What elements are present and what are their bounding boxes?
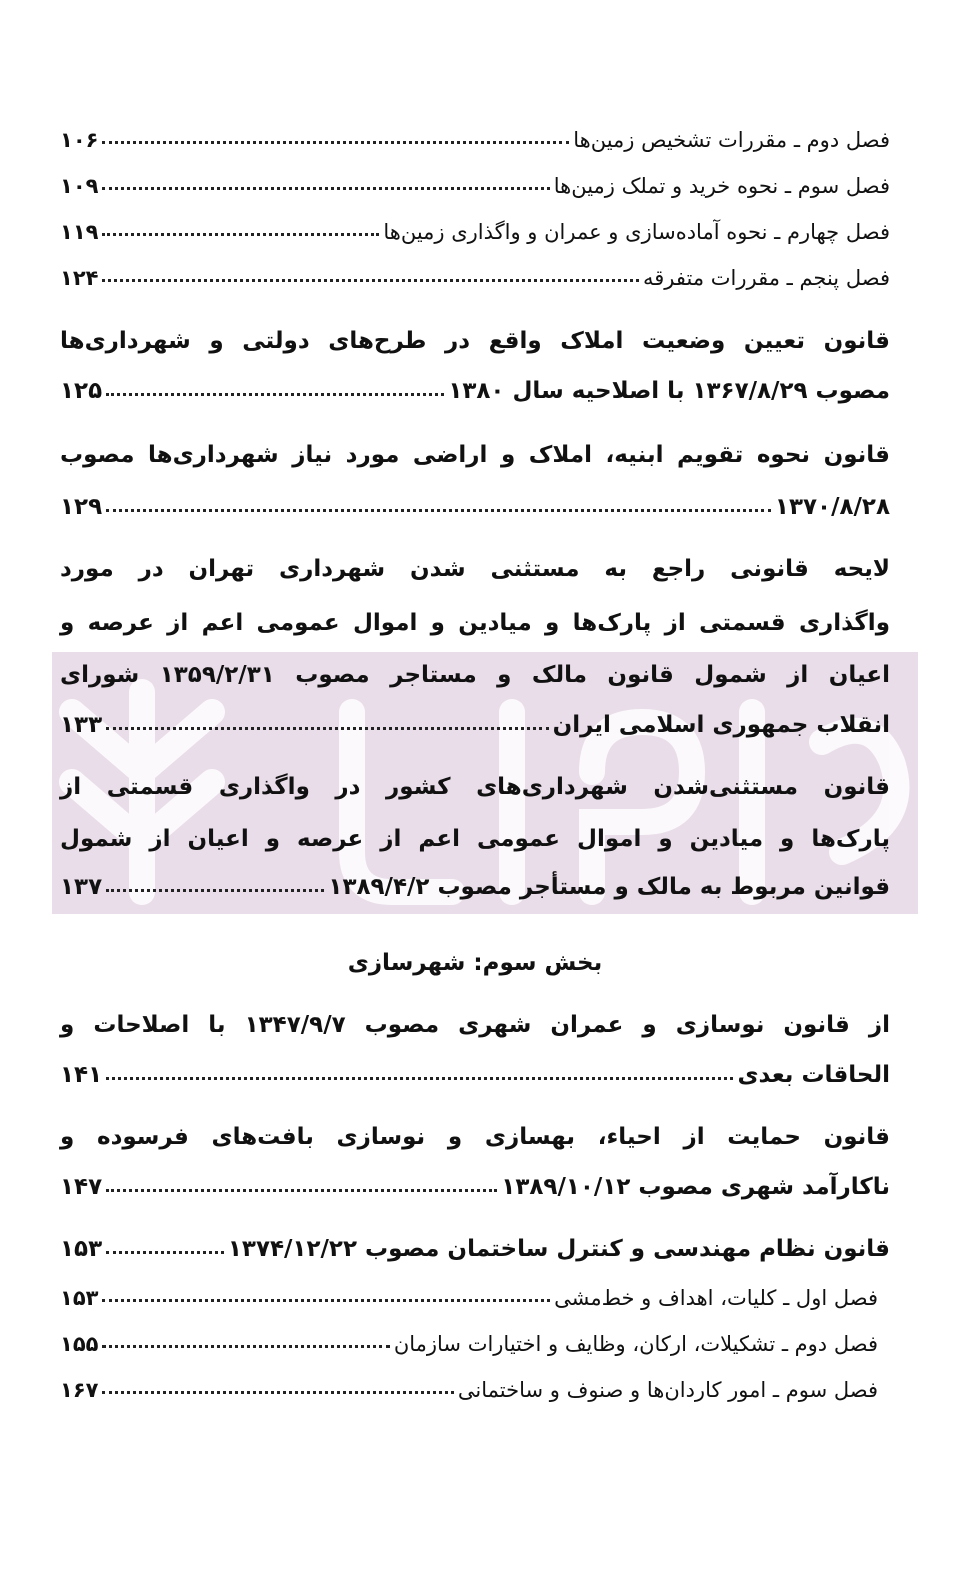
leader-dots xyxy=(102,1345,389,1348)
leader-dots xyxy=(106,509,771,512)
leader-dots xyxy=(106,727,548,730)
toc-entry[interactable] xyxy=(60,1378,878,1402)
leader-dots xyxy=(102,1299,550,1302)
toc-entry-page: ۱۱۹ xyxy=(60,220,99,244)
law-title-line: پارک‌ها و میادین و اموال عمومی اعم از عرصه و اعیان از شمول xyxy=(60,826,890,852)
toc-entry-page: ۱۴۱ xyxy=(60,1062,103,1088)
toc-entry-page: ۱۲۹ xyxy=(60,494,103,520)
law-title-line: قانون تعیین وضعیت املاک واقع در طرح‌های دولتی و شهرداری‌ها xyxy=(60,328,890,354)
toc-entry[interactable] xyxy=(60,494,890,520)
toc-entry[interactable] xyxy=(60,712,890,738)
leader-dots xyxy=(102,1391,453,1394)
toc-entry-page: ۱۴۷ xyxy=(60,1174,103,1200)
toc-entry[interactable] xyxy=(60,1236,890,1262)
toc-entry[interactable] xyxy=(60,174,890,198)
toc-entry-title: ۱۳۷۰/۸/۲۸ xyxy=(774,494,890,520)
leader-dots xyxy=(106,393,444,396)
toc-entry[interactable] xyxy=(60,1174,890,1200)
toc-entry-page: ۱۲۴ xyxy=(60,266,99,290)
toc-entry-page: ۱۵۳ xyxy=(60,1286,99,1310)
toc-entry-title: قوانین مربوط به مالک و مستأجر مصوب ۱۳۸۹/۴/۲ xyxy=(328,874,890,900)
leader-dots xyxy=(102,279,639,282)
toc-entry-page: ۱۵۳ xyxy=(60,1236,103,1262)
toc-entry-page: ۱۰۶ xyxy=(60,128,99,152)
toc-entry-page: ۱۵۵ xyxy=(60,1332,99,1356)
law-title-line: واگذاری قسمتی از پارک‌ها و میادین و اموال عمومی اعم از عرصه و xyxy=(60,610,890,636)
toc-entry[interactable] xyxy=(60,378,890,404)
toc-entry-title: مصوب ۱۳۶۷/۸/۲۹ با اصلاحیه سال ۱۳۸۰ xyxy=(448,378,890,404)
toc-entry-title: فصل دوم ـ تشکیلات، ارکان، وظایف و اختیارات سازمان xyxy=(393,1332,878,1356)
section-heading: بخش سوم: شهرسازی xyxy=(347,950,603,976)
leader-dots xyxy=(106,1189,497,1192)
law-title-line: اعیان از شمول قانون مالک و مستاجر مصوب ۱۳۵۹/۲/۳۱ شورای xyxy=(60,662,890,688)
toc-entry[interactable] xyxy=(60,1286,878,1310)
law-title-line: قانون مستثنی‌شدن شهرداری‌های کشور در واگذاری قسمتی از xyxy=(60,774,890,800)
law-title-line: قانون حمایت از احیاء، بهسازی و نوسازی بافت‌های فرسوده و xyxy=(60,1124,890,1150)
toc-entry[interactable] xyxy=(60,266,890,290)
toc-entry-page: ۱۲۵ xyxy=(60,378,103,404)
toc-entry-page: ۱۳۷ xyxy=(60,874,103,900)
law-title-line: از قانون نوسازی و عمران شهری مصوب ۱۳۴۷/۹/۷ با اصلاحات و xyxy=(60,1012,890,1038)
toc-entry[interactable] xyxy=(60,1332,878,1356)
toc-entry-title: الحاقات بعدی xyxy=(737,1062,890,1088)
toc-entry-title: فصل اول ـ کلیات، اهداف و خط‌مشی xyxy=(554,1286,878,1310)
leader-dots xyxy=(102,187,549,190)
toc-entry[interactable] xyxy=(60,220,890,244)
toc-entry-title: فصل پنجم ـ مقررات متفرقه xyxy=(642,266,890,290)
toc-entry-title: فصل سوم ـ نحوه خرید و تملک زمین‌ها xyxy=(553,174,890,198)
toc-entry[interactable] xyxy=(60,874,890,900)
leader-dots xyxy=(106,889,324,892)
toc-entry-page: ۱۰۹ xyxy=(60,174,99,198)
toc-entry-title: انقلاب جمهوری اسلامی ایران xyxy=(552,712,890,738)
toc-entry-title: ناکارآمد شهری مصوب ۱۳۸۹/۱۰/۱۲ xyxy=(501,1174,890,1200)
leader-dots xyxy=(102,233,379,236)
leader-dots xyxy=(102,141,569,144)
toc-entry[interactable] xyxy=(60,128,890,152)
law-title-line: قانون نحوه تقویم ابنیه، املاک و اراضی مورد نیاز شهرداری‌ها مصوب xyxy=(60,442,890,468)
toc-entry-page: ۱۳۳ xyxy=(60,712,103,738)
law-title-line: لایحه قانونی راجع به مستثنی شدن شهرداری تهران در مورد xyxy=(60,556,890,582)
toc-entry-title: فصل دوم ـ مقررات تشخیص زمین‌ها xyxy=(573,128,890,152)
toc-entry-title: فصل سوم ـ امور کاردان‌ها و صنوف و ساختمانی xyxy=(457,1378,878,1402)
toc-entry-title: قانون نظام مهندسی و کنترل ساختمان مصوب ۱۳۷۴/۱۲/۲۲ xyxy=(227,1236,890,1262)
leader-dots xyxy=(106,1077,733,1080)
toc-entry[interactable] xyxy=(60,1062,890,1088)
toc-entry-title: فصل چهارم ـ نحوه آماده‌سازی و عمران و واگذاری زمین‌ها xyxy=(383,220,890,244)
leader-dots xyxy=(106,1251,224,1254)
toc-entry-page: ۱۶۷ xyxy=(60,1378,99,1402)
